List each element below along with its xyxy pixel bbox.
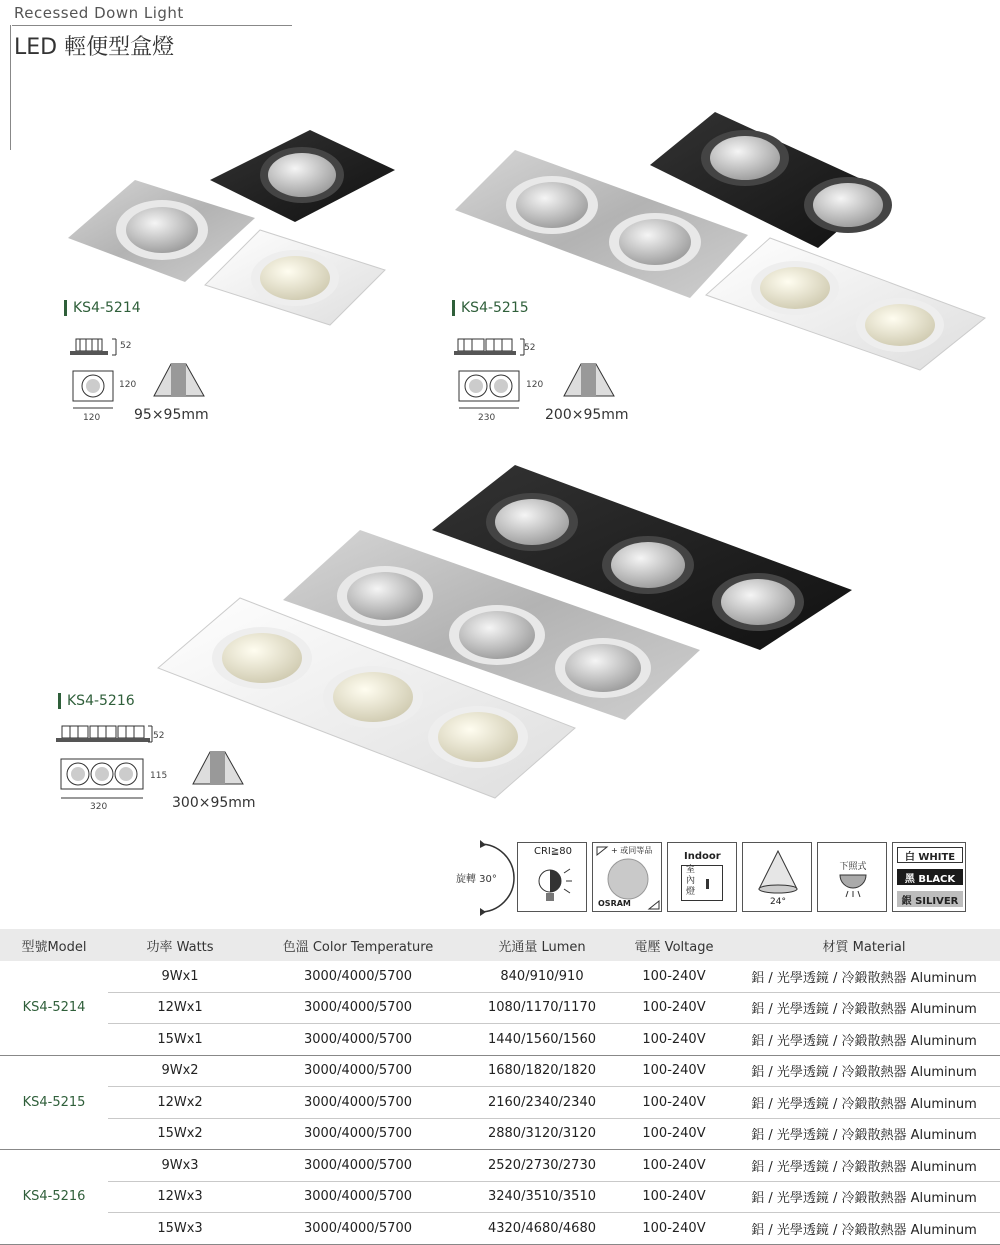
- watts-cell: 12Wx1: [108, 992, 252, 1024]
- depth-dim: 52: [153, 731, 165, 741]
- downlight-icon: [817, 842, 887, 912]
- lumen-cell: 840/910/910: [464, 961, 620, 992]
- bulb-icon: [536, 863, 572, 907]
- door-icon: [706, 879, 709, 889]
- watts-cell: 9Wx2: [108, 1055, 252, 1087]
- label-bar: [64, 300, 67, 316]
- color-temp-cell: 3000/4000/5700: [252, 1213, 464, 1245]
- osram-equivalent: + 或同等品: [611, 846, 653, 855]
- color-temp-cell: 3000/4000/5700: [252, 961, 464, 992]
- page-subtitle: Recessed Down Light: [14, 4, 184, 22]
- model-name: KS4-5215: [461, 300, 529, 316]
- watts-cell: 15Wx1: [108, 1024, 252, 1056]
- table-row: [0, 1024, 1000, 1056]
- width-dim: 320: [90, 802, 108, 812]
- model-label-5216: [58, 693, 135, 709]
- lumen-cell: 2520/2730/2730: [464, 1150, 620, 1182]
- lumen-cell: 2880/3120/3120: [464, 1118, 620, 1150]
- front-view-diagram-5216: [58, 756, 152, 802]
- material-cell: 鋁 / 光學透鏡 / 冷鍛散熱器 Aluminum: [728, 1213, 1000, 1245]
- cutout-size: 95×95mm: [134, 407, 209, 423]
- material-cell: 鋁 / 光學透鏡 / 冷鍛散熱器 Aluminum: [728, 1181, 1000, 1213]
- model-name: KS4-5214: [73, 300, 141, 316]
- table-row: [0, 1087, 1000, 1119]
- voltage-cell: 100-240V: [620, 1024, 728, 1056]
- ks4-5214-white-photo: [205, 230, 385, 325]
- lumen-cell: 1440/1560/1560: [464, 1024, 620, 1056]
- col-voltage: 電壓 Voltage: [620, 929, 728, 961]
- cutout-icon-5215: [556, 360, 624, 402]
- cutout-icon-5216: [185, 748, 253, 790]
- watts-cell: 9Wx1: [108, 961, 252, 992]
- indoor-frame: [681, 865, 723, 901]
- color-temp-cell: 3000/4000/5700: [252, 1087, 464, 1119]
- height-dim: 120: [119, 380, 137, 390]
- watts-cell: 9Wx3: [108, 1150, 252, 1182]
- rotate-label: 旋轉 30°: [456, 874, 497, 885]
- watts-cell: 15Wx3: [108, 1213, 252, 1245]
- color-options: [892, 842, 966, 912]
- indoor-icon: [667, 842, 737, 912]
- side-view-diagram-5216: [56, 722, 166, 752]
- indoor-label: Indoor: [684, 851, 721, 862]
- voltage-cell: 100-240V: [620, 992, 728, 1024]
- table-row: [0, 1181, 1000, 1213]
- material-cell: 鋁 / 光學透鏡 / 冷鍛散熱器 Aluminum: [728, 1055, 1000, 1087]
- col-watts: 功率 Watts: [108, 929, 252, 961]
- page-title: LED 輕便型盒燈: [14, 35, 175, 60]
- indoor-cn-2: 內: [686, 876, 696, 886]
- table-row: [0, 1213, 1000, 1245]
- lumen-cell: 2160/2340/2340: [464, 1087, 620, 1119]
- osram-icon: [592, 842, 662, 912]
- indoor-cn-3: 燈: [686, 887, 696, 897]
- cutout-size: 200×95mm: [545, 407, 629, 423]
- watts-cell: 12Wx2: [108, 1087, 252, 1119]
- beam-angle-icon: [742, 842, 812, 912]
- table-row: [0, 1055, 1000, 1087]
- cri-label: CRI≧80: [534, 846, 572, 857]
- ks4-5215-white-photo: [706, 238, 985, 370]
- front-view-diagram-5214: [70, 368, 118, 412]
- model-cell: KS4-5215: [0, 1055, 108, 1150]
- table-row: [0, 1118, 1000, 1150]
- table-header-row: [0, 929, 1000, 961]
- table-row: [0, 1150, 1000, 1182]
- color-temp-cell: 3000/4000/5700: [252, 1150, 464, 1182]
- height-dim: 120: [526, 380, 544, 390]
- color-silver-chip: 銀 SILIVER: [897, 891, 963, 907]
- osram-brand: OSRAM: [598, 899, 631, 908]
- material-cell: 鋁 / 光學透鏡 / 冷鍛散熱器 Aluminum: [728, 1087, 1000, 1119]
- height-dim: 115: [150, 771, 168, 781]
- lumen-cell: 1680/1820/1820: [464, 1055, 620, 1087]
- voltage-cell: 100-240V: [620, 1181, 728, 1213]
- material-cell: 鋁 / 光學透鏡 / 冷鍛散熱器 Aluminum: [728, 961, 1000, 992]
- col-model: 型號Model: [0, 929, 108, 961]
- model-cell: KS4-5216: [0, 1150, 108, 1245]
- spec-table: [0, 929, 1000, 1245]
- watts-cell: 15Wx2: [108, 1118, 252, 1150]
- color-temp-cell: 3000/4000/5700: [252, 992, 464, 1024]
- cutout-icon-5214: [146, 360, 214, 402]
- label-bar: [452, 300, 455, 316]
- indoor-cn-1: 室: [686, 865, 696, 875]
- cutout-size: 300×95mm: [172, 795, 256, 811]
- lumen-cell: 4320/4680/4680: [464, 1213, 620, 1245]
- lumen-cell: 1080/1170/1170: [464, 992, 620, 1024]
- table-row: [0, 992, 1000, 1024]
- depth-dim: 52: [120, 341, 132, 351]
- table-row: [0, 961, 1000, 992]
- material-cell: 鋁 / 光學透鏡 / 冷鍛散熱器 Aluminum: [728, 1024, 1000, 1056]
- cri-icon: [517, 842, 587, 912]
- color-temp-cell: 3000/4000/5700: [252, 1055, 464, 1087]
- width-dim: 230: [478, 413, 496, 423]
- label-bar: [58, 693, 61, 709]
- material-cell: 鋁 / 光學透鏡 / 冷鍛散熱器 Aluminum: [728, 1118, 1000, 1150]
- model-cell: KS4-5214: [0, 961, 108, 1055]
- model-label-5214: [64, 300, 141, 316]
- voltage-cell: 100-240V: [620, 1055, 728, 1087]
- front-view-diagram-5215: [456, 368, 524, 412]
- width-dim: 120: [83, 413, 101, 423]
- voltage-cell: 100-240V: [620, 1087, 728, 1119]
- downlight-label: 下照式: [839, 862, 867, 872]
- col-lumen: 光通量 Lumen: [464, 929, 620, 961]
- color-white-chip: 白 WHITE: [897, 847, 963, 863]
- col-color-temp: 色溫 Color Temperature: [252, 929, 464, 961]
- voltage-cell: 100-240V: [620, 961, 728, 992]
- material-cell: 鋁 / 光學透鏡 / 冷鍛散熱器 Aluminum: [728, 1150, 1000, 1182]
- ceiling-lamp-icon: [818, 843, 888, 913]
- beam-angle-label: 24°: [770, 897, 786, 907]
- voltage-cell: 100-240V: [620, 1150, 728, 1182]
- color-temp-cell: 3000/4000/5700: [252, 1118, 464, 1150]
- watts-cell: 12Wx3: [108, 1181, 252, 1213]
- lumen-cell: 3240/3510/3510: [464, 1181, 620, 1213]
- model-label-5215: [452, 300, 529, 316]
- model-name: KS4-5216: [67, 693, 135, 709]
- color-black-chip: 黑 BLACK: [897, 869, 963, 885]
- side-view-diagram-5215: [454, 335, 534, 365]
- material-cell: 鋁 / 光學透鏡 / 冷鍛散熱器 Aluminum: [728, 992, 1000, 1024]
- color-temp-cell: 3000/4000/5700: [252, 1024, 464, 1056]
- depth-dim: 52: [524, 343, 536, 353]
- voltage-cell: 100-240V: [620, 1118, 728, 1150]
- ks4-5214-black-photo: [210, 130, 395, 222]
- voltage-cell: 100-240V: [620, 1213, 728, 1245]
- color-temp-cell: 3000/4000/5700: [252, 1181, 464, 1213]
- col-material: 材質 Material: [728, 929, 1000, 961]
